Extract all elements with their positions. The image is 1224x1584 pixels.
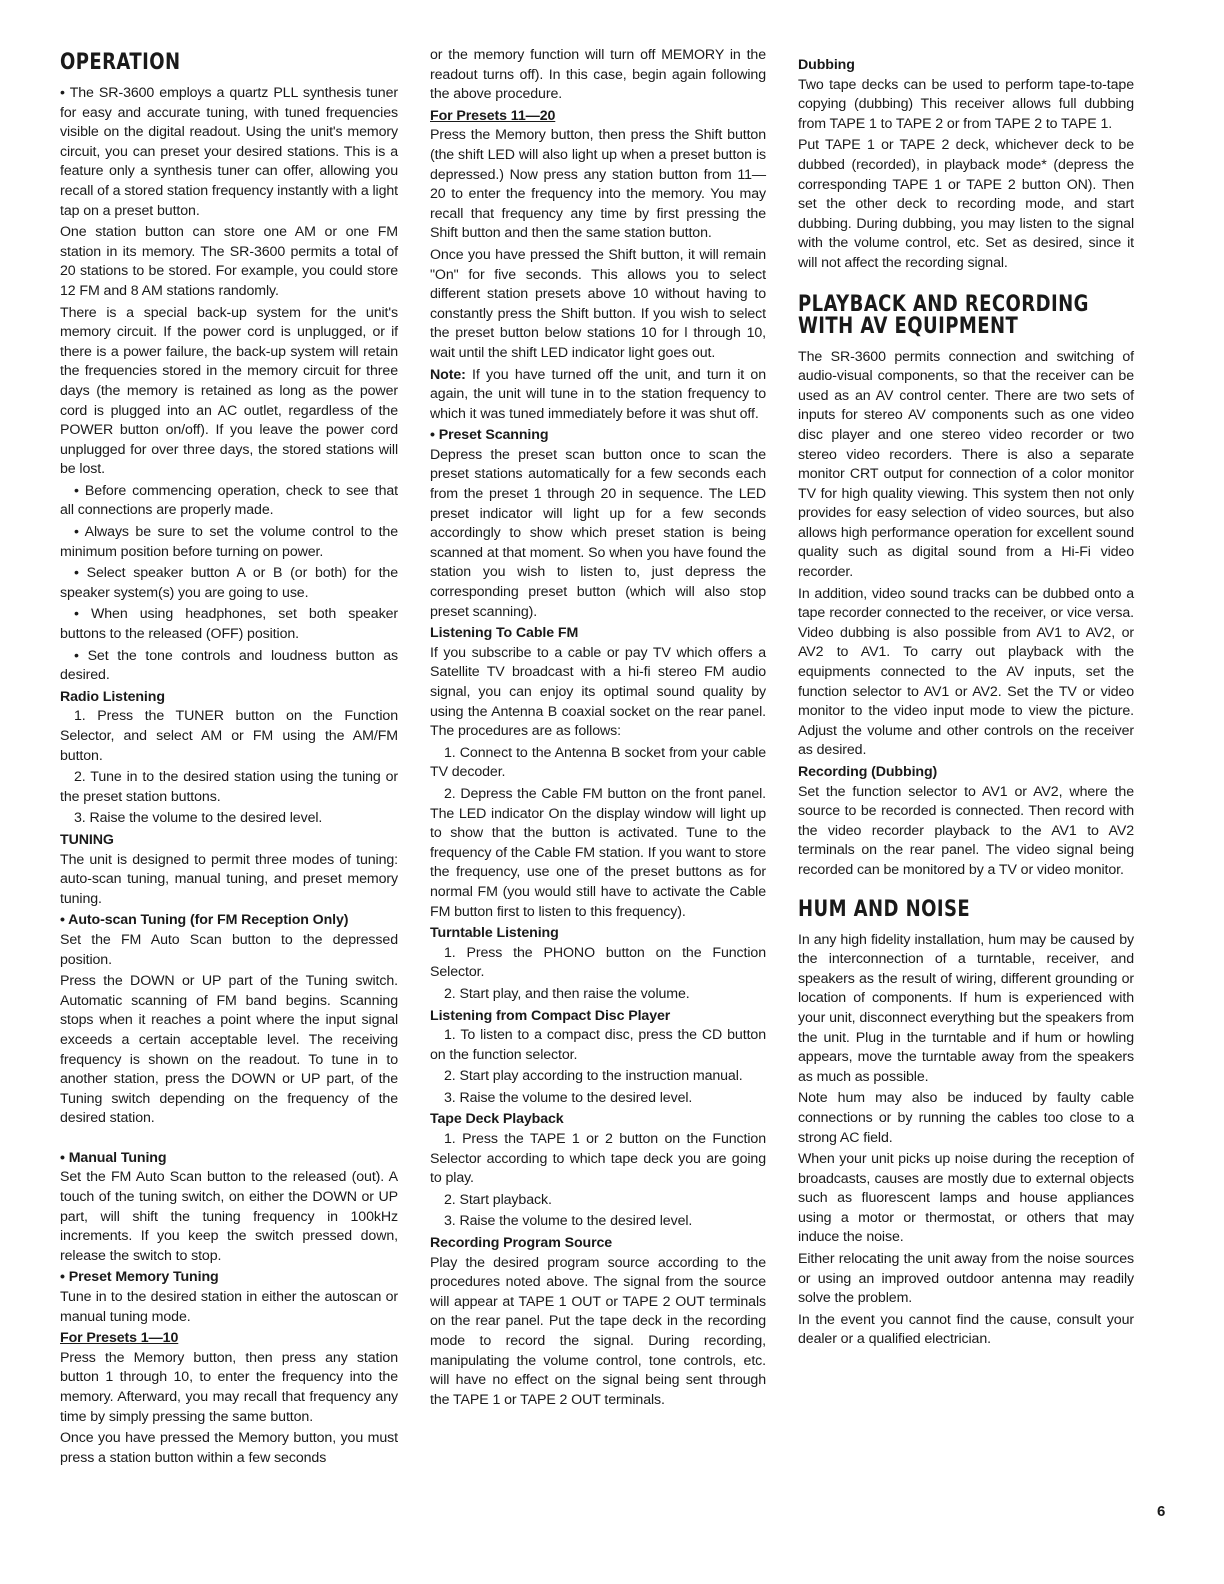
- subheading: • Preset Scanning: [430, 427, 549, 444]
- note-text: If you have turned off the unit, and turn it on again, the unit will tune in to the station frequency to which it was tuned immediately before it was shut off.: [430, 366, 766, 422]
- list-item: 2. Start play, and then raise the volume.: [444, 985, 690, 1002]
- paragraph: Set the FM Auto Scan button to the released (out). A touch of the tuning switch, on either the DOWN or UP part, will shift the tuning frequency in 100kHz increments. If you keep the switch pressed down, release the switch to stop.: [60, 1169, 398, 1264]
- paragraph: Either relocating the unit away from the noise sources or using an improved outdoor antenna may readily solve the problem.: [798, 1251, 1134, 1307]
- list-item: 1. Connect to the Antenna B socket from your cable TV decoder.: [430, 744, 766, 781]
- note-paragraph: [430, 366, 766, 425]
- section-heading: HUM AND NOISE: [798, 896, 971, 922]
- list-item: 2. Tune in to the desired station using the tuning or the preset station buttons.: [60, 769, 398, 805]
- paragraph: One station button can store one AM or one FM station in its memory. The SR-3600 permits a total of 20 stations to be stored. For example, you could store 12 FM and 8 AM stations randomly.: [60, 224, 398, 299]
- paragraph: The SR-3600 permits connection and switching of audio-visual components, so that the receiver can be used as an AV control center. There are two sets of inputs for stereo AV components such as one video disc player and one stereo video recorder or two stereo video recorders. There is also a separate monitor CRT output for connection of a color monitor TV for high quality viewing. This system then not only provides for easy selection of video sources, but also allows high performance operation for excellent sound quality such as digital sound from a Hi-Fi video recorder.: [798, 348, 1134, 581]
- section-heading: OPERATION: [60, 50, 181, 75]
- subheading: Recording (Dubbing): [798, 764, 938, 780]
- list-item: 3. Raise the volume to the desired level.: [444, 1213, 693, 1230]
- subheading: Recording Program Source: [430, 1235, 613, 1252]
- subheading: For Presets 11—20: [430, 107, 556, 124]
- paragraph: Press the DOWN or UP part of the Tuning switch. Automatic scanning of FM band begins. Scanning stops when it reaches a point where the input signal exceeds a certain acceptable level. The receiving frequency is shown on the readout. To tune in to another station, press the DOWN or UP part, of the Tuning switch depending on the frequency of the desired station.: [60, 973, 398, 1127]
- subheading: • Preset Memory Tuning: [60, 1269, 219, 1286]
- list-item: 2. Start play according to the instruction manual.: [444, 1068, 743, 1085]
- list-item: 2. Start playback.: [444, 1191, 552, 1208]
- column-right: [798, 56, 1134, 1352]
- list-item: • Always be sure to set the volume control to the minimum position before turning on power.: [60, 524, 398, 560]
- list-item: • When using headphones, set both speaker buttons to the released (OFF) position.: [60, 606, 398, 643]
- paragraph: Set the function selector to AV1 or AV2, where the source to be recorded is connected. Then record with the video recorder playback to the AV1 to AV2 terminals on the rear panel. The video signal being recorded can be monitored by a TV or video monitor.: [798, 783, 1134, 878]
- list-item: • Before commencing operation, check to see that all connections are properly made.: [60, 482, 398, 519]
- paragraph: In addition, video sound tracks can be dubbed onto a tape recorder connected to the receiver, or vice versa. Video dubbing is also possible from AV1 to AV2, or AV2 to AV1. To carry out playback with the equipments connected to the AV inputs, set the function selector to AV1 or AV2. Set the TV or video monitor to the video input mode to view the picture. Adjust the volume and other controls on the receiver as desired.: [798, 585, 1134, 759]
- paragraph: Two tape decks can be used to perform tape-to-tape copying (dubbing) This receiver allows full dubbing from TAPE 1 to TAPE 2 or from TAPE 2 to TAPE 1.: [798, 76, 1134, 132]
- list-item: 1. To listen to a compact disc, press the CD button on the function selector.: [430, 1027, 766, 1063]
- paragraph: The unit is designed to permit three modes of tuning: auto-scan tuning, manual tuning, and preset memory tuning.: [60, 851, 398, 907]
- section-heading: PLAYBACK AND RECORDING WITH AV EQUIPMENT: [798, 291, 1089, 339]
- list-item: 3. Raise the volume to the desired level.: [74, 810, 323, 827]
- paragraph: Once you have pressed the Shift button, it will remain "On" for five seconds. This allows you to select different station presets above 10 without having to constantly press the Shift button. If you wish to select the preset button below stations 10 for l through 10, wait until the shift LED indicator light goes out.: [430, 246, 766, 361]
- paragraph: Press the Memory button, then press any station button 1 through 10, to enter the frequency into the memory. Afterward, you may recall that frequency any time by simply pressing the same button.: [60, 1349, 398, 1425]
- paragraph: Put TAPE 1 or TAPE 2 deck, whichever deck to be dubbed (recorded), in playback mode* (depress the corresponding TAPE 1 or TAPE 2 button ON). Then set the other deck to recording mode, and start dubbing. During dubbing, you may listen to the signal with the volume control, etc. Set as desired, since it will not affect the recording signal.: [798, 137, 1134, 271]
- list-item: 1. Press the PHONO button on the Function Selector.: [430, 944, 766, 981]
- paragraph: Tune in to the desired station in either the autoscan or manual tuning mode.: [60, 1289, 398, 1325]
- paragraph: If you subscribe to a cable or pay TV which offers a Satellite TV broadcast with a hi-fi stereo FM audio signal, you can enjoy its optimal sound quality by using the Antenna B coaxial socket on the rear panel. The procedures are as follows:: [430, 644, 766, 740]
- paragraph: Play the desired program source according to the procedures noted above. The signal from the source will appear at TAPE 1 OUT or TAPE 2 OUT terminals on the rear panel. Put the tape deck in the recording mode to record the signal. During recording, manipulating the volume control, tone controls, etc. will have no effect on the signal being sent through the TAPE 1 or TAPE 2 OUT terminals.: [430, 1254, 766, 1408]
- paragraph: Set the FM Auto Scan button to the depressed position.: [60, 931, 398, 968]
- page-number: 6: [1157, 1503, 1166, 1520]
- paragraph: When your unit picks up noise during the reception of broadcasts, causes are mostly due to external objects such as fluorescent lamps and house appliances using a motor or thermostat, or others that may induce the noise.: [798, 1151, 1134, 1246]
- paragraph: or the memory function will turn off MEMORY in the readout turns off). In this case, begin again following the above procedure.: [430, 47, 766, 103]
- subheading: Radio Listening: [60, 688, 165, 705]
- subheading: • Manual Tuning: [60, 1149, 167, 1166]
- subheading: Dubbing: [798, 57, 855, 73]
- paragraph: There is a special back-up system for the unit's memory circuit. If the power cord is unplugged, or if there is a power failure, the back-up system will retain the frequencies stored in the memory circuit for three days (the memory is retained as long as the power cord is plugged into an AC outlet, regardless of the POWER button on/off). If you leave the power cord unplugged for over three days, the stored stations will be lost.: [60, 304, 398, 478]
- list-item: • Select speaker button A or B (or both) for the speaker system(s) you are going to use.: [60, 565, 398, 601]
- spacer: [60, 1131, 398, 1149]
- list-item: • Set the tone controls and loudness button as desired.: [60, 647, 398, 684]
- paragraph: In any high fidelity installation, hum may be caused by the interconnection of a turntable, receiver, and speakers as the result of wiring, different grounding or location of components. If hum is experienced with your unit, disconnect everything but the speakers from the unit. Plug in the turntable and if hum or howling appears, move the turntable away from the speakers as much as possible.: [798, 931, 1134, 1085]
- subheading: Listening To Cable FM: [430, 625, 579, 642]
- paragraph: Depress the preset scan button once to scan the preset stations automatically for a few seconds each from the preset 1 through 20 in sequence. The LED preset indicator will light up for a few seconds accordingly to show which preset station is being scanned at that moment. So when you have found the station you wish to listen to, just depress the corresponding preset button (which will also stop preset scanning).: [430, 446, 766, 620]
- subheading: • Auto-scan Tuning (for FM Reception Only): [60, 912, 349, 929]
- column-left: [60, 52, 398, 1470]
- list-item: 2. Depress the Cable FM button on the front panel. The LED indicator On the display window will light up to show that the button is activated. Tune to the frequency of the Cable FM station. If you want to store the frequency, use one of the preset buttons as for normal FM (you would still have to activate the Cable FM button first to listen to this frequency).: [430, 785, 766, 920]
- subheading: For Presets 1—10: [60, 1330, 179, 1347]
- subheading: Listening from Compact Disc Player: [430, 1007, 671, 1024]
- list-item: 1. Press the TAPE 1 or 2 button on the Function Selector according to which tape deck you are going to play.: [430, 1131, 766, 1187]
- paragraph: • The SR-3600 employs a quartz PLL synthesis tuner for easy and accurate tuning, with tuned frequencies visible on the digital readout. Using the unit's memory circuit, you can preset your desired stations. This is a feature only a synthesis tuner can offer, allowing you recall of a stored station frequency instantly with a light tap on a preset button.: [60, 85, 398, 219]
- subheading: Tape Deck Playback: [430, 1111, 564, 1128]
- paragraph: In the event you cannot find the cause, consult your dealer or a qualified electrician.: [798, 1311, 1134, 1348]
- list-item: 3. Raise the volume to the desired level.: [444, 1089, 693, 1106]
- subheading: TUNING: [60, 831, 114, 848]
- paragraph: Press the Memory button, then press the Shift button (the shift LED will also light up when a preset button is depressed.) Now press any station button from 11—20 to enter the frequency into the memory. You may recall that frequency any time by first pressing the Shift button and then the same station button.: [430, 127, 766, 242]
- paragraph: Once you have pressed the Memory button, you must press a station button within a few seconds: [60, 1430, 398, 1466]
- note-label: Note:: [430, 366, 466, 383]
- list-item: 1. Press the TUNER button on the Function Selector, and select AM or FM using the AM/FM button.: [60, 708, 398, 764]
- paragraph: Note hum may also be induced by faulty cable connections or by running the cables too close to a strong AC field.: [798, 1090, 1134, 1146]
- column-middle: [430, 46, 766, 1412]
- subheading: Turntable Listening: [430, 925, 559, 942]
